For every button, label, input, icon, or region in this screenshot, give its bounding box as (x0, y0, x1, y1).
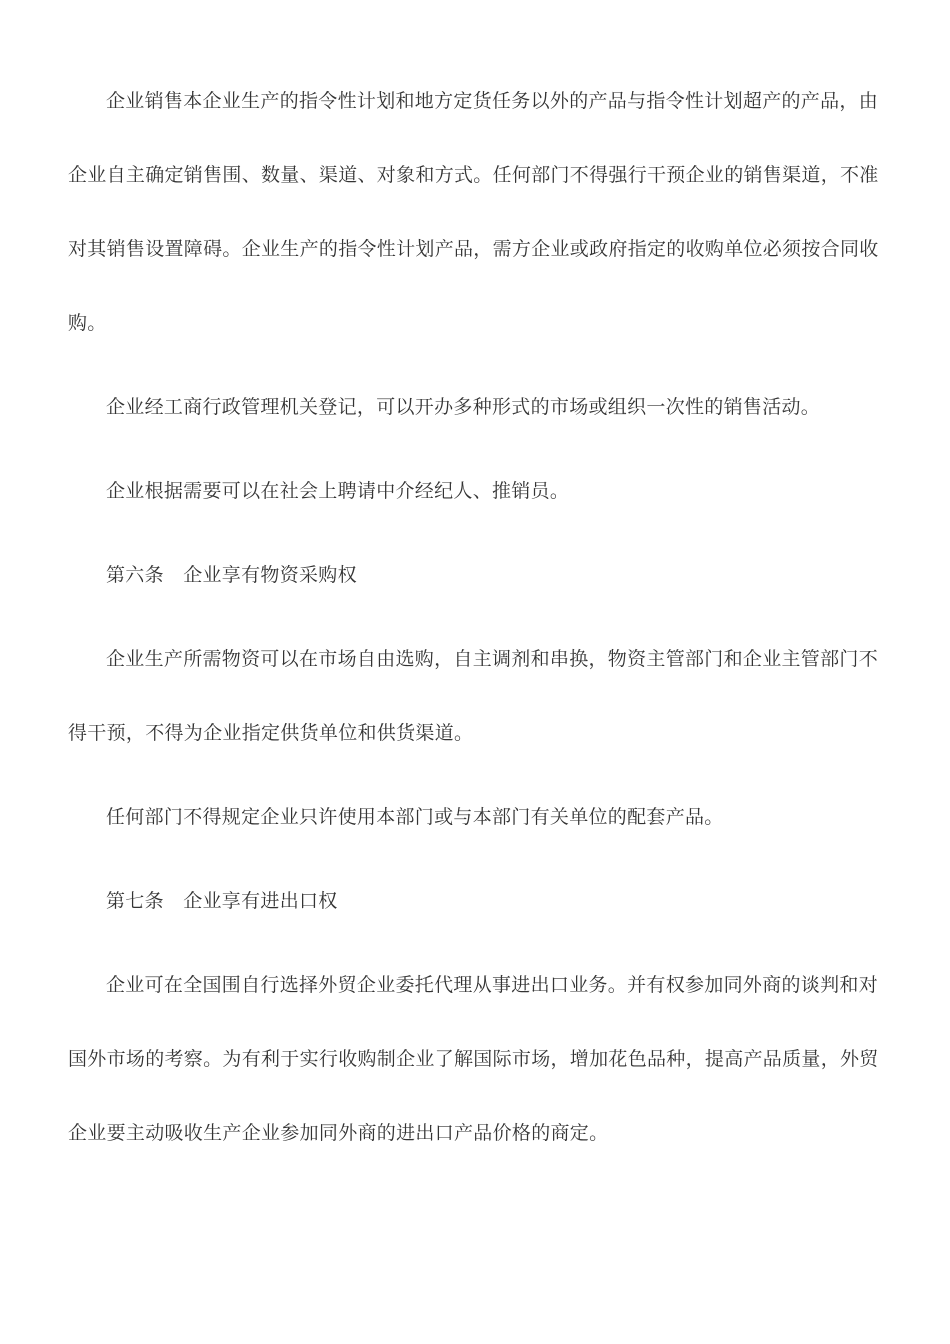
paragraph-supporting-products (68, 799, 874, 836)
text-line: 国外市场的考察。为有利于实行收购制企业了解国际市场，增加花色品种，提高产品质量，外贸 (68, 1048, 879, 1070)
text-line: 第六条 企业享有物资采购权 (106, 564, 357, 586)
text-line: 任何部门不得规定企业只许使用本部门或与本部门有关单位的配套产品。 (106, 806, 724, 828)
article-7-heading (68, 883, 874, 920)
text-line: 企业生产所需物资可以在市场自由选购，自主调剂和串换，物资主管部门和企业主管部门不 (106, 648, 879, 670)
text-line: 得干预，不得为企业指定供货单位和供货渠道。 (68, 722, 474, 744)
text-line: 企业销售本企业生产的指令性计划和地方定货任务以外的产品与指令性计划超产的产品，由 (106, 90, 879, 112)
text-line: 企业经工商行政管理机关登记，可以开办多种形式的市场或组织一次性的销售活动。 (106, 396, 821, 418)
paragraph-procurement-freedom (68, 641, 879, 752)
text-line: 企业自主确定销售围、数量、渠道、对象和方式。任何部门不得强行干预企业的销售渠道，不准 (68, 164, 879, 186)
text-line: 第七条 企业享有进出口权 (106, 890, 338, 912)
text-line: 企业要主动吸收生产企业参加同外商的进出口产品价格的商定。 (68, 1122, 609, 1144)
paragraph-sales-autonomy (68, 83, 879, 342)
text-line: 购。 (68, 312, 107, 334)
text-line: 企业可在全国围自行选择外贸企业委托代理从事进出口业务。并有权参加同外商的谈判和对 (106, 974, 879, 996)
article-6-heading (68, 557, 874, 594)
paragraph-import-export (68, 967, 879, 1152)
text-line: 企业根据需要可以在社会上聘请中介经纪人、推销员。 (106, 480, 570, 502)
document-body (68, 83, 879, 1152)
paragraph-market-registration (68, 389, 874, 426)
text-line: 对其销售设置障碍。企业生产的指令性计划产品，需方企业或政府指定的收购单位必须按合同收 (68, 238, 879, 260)
paragraph-hire-agents (68, 473, 874, 510)
